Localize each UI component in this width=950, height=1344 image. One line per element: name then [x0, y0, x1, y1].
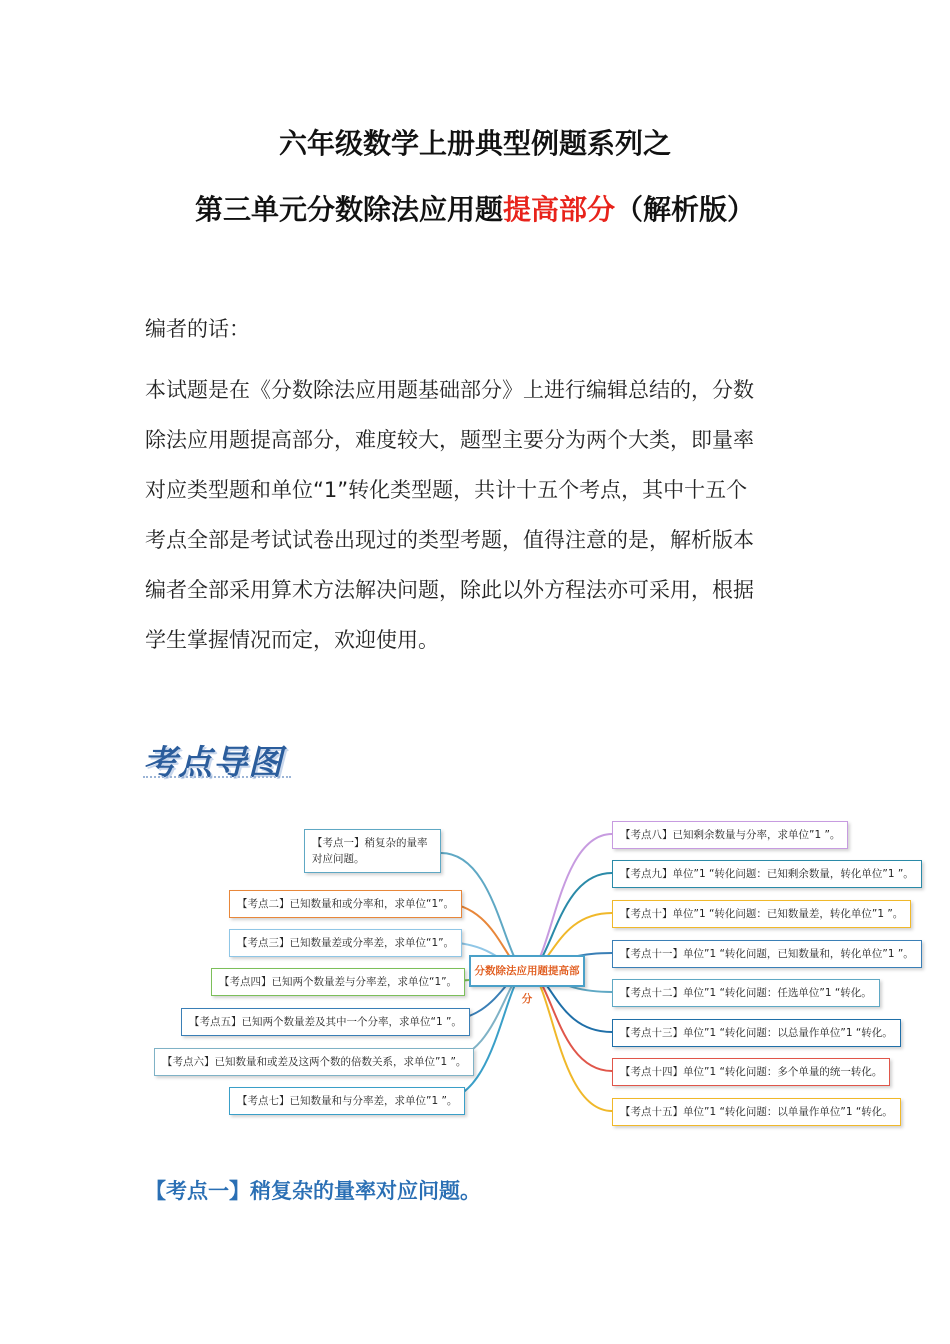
paragraph-line: 除法应用题提高部分，难度较大，题型主要分为两个大类，即量率 [145, 428, 754, 452]
mind-map-center-node: 分数除法应用题提高部分 [469, 955, 585, 987]
mind-map-node-9: 【考点九】单位”1 “转化问题：已知剩余数量，转化单位”1 ”。 [612, 860, 922, 888]
section-heading: 【考点一】稍复杂的量率对应问题。 [145, 1179, 481, 1203]
mind-map-node-4: 【考点四】已知两个数量差与分率差，求单位“1”。 [211, 968, 465, 996]
paragraph-line: 编者全部采用算术方法解决问题，除此以外方程法亦可采用，根据 [145, 578, 754, 602]
paragraph-line: 学生掌握情况而定，欢迎使用。 [145, 628, 439, 652]
editor-label: 编者的话： [145, 317, 250, 341]
mind-map-node-6: 【考点六】已知数量和或差及这两个数的倍数关系，求单位”1 ”。 [154, 1048, 474, 1076]
page-title-line1: 六年级数学上册典型例题系列之 [278, 127, 671, 160]
paragraph-line: 对应类型题和单位“1”转化类型题，共计十五个考点，其中十五个 [145, 478, 748, 502]
title-highlight: 提高部分 [502, 193, 615, 226]
mind-map-node-13: 【考点十三】单位”1 “转化问题：以总量作单位”1 “转化。 [612, 1019, 901, 1047]
mind-map-node-14: 【考点十四】单位”1 “转化问题：多个单量的统一转化。 [612, 1058, 890, 1086]
mind-map-node-7: 【考点七】已知数量和与分率差，求单位”1 ”。 [229, 1087, 465, 1115]
mind-map-node-3: 【考点三】已知数量差或分率差，求单位“1”。 [229, 929, 462, 957]
connector-right-8 [527, 834, 612, 971]
mind-map-node-1: 【考点一】稍复杂的量率对应问题。 [304, 829, 441, 873]
title-suffix: （解析版） [615, 193, 756, 226]
mind-map-node-10: 【考点十】单位”1 “转化问题：已知数量差，转化单位”1 ”。 [612, 900, 911, 928]
mind-map-node-8: 【考点八】已知剩余数量与分率，求单位”1 ”。 [612, 821, 848, 849]
paragraph-line: 本试题是在《分数除法应用题基础部分》上进行编辑总结的，分数 [145, 378, 754, 402]
mind-map-title: 考点导图 [143, 743, 283, 783]
mind-map-node-15: 【考点十五】单位”1 “转化问题：以单量作单位”1 “转化。 [612, 1098, 901, 1126]
mind-map-node-12: 【考点十二】单位”1 “转化问题：任选单位”1 “转化。 [612, 979, 880, 1007]
mind-map-node-11: 【考点十一】单位”1 “转化问题，已知数量和，转化单位”1 ”。 [612, 940, 922, 968]
title-main: 第三单元分数除法应用题 [194, 193, 503, 226]
mind-map-node-5: 【考点五】已知两个数量差及其中一个分率，求单位“1 ”。 [181, 1008, 470, 1036]
paragraph-line: 考点全部是考试试卷出现过的类型考题，值得注意的是，解析版本 [145, 528, 754, 552]
mind-map-node-2: 【考点二】已知数量和或分率和，求单位“1”。 [229, 890, 462, 918]
